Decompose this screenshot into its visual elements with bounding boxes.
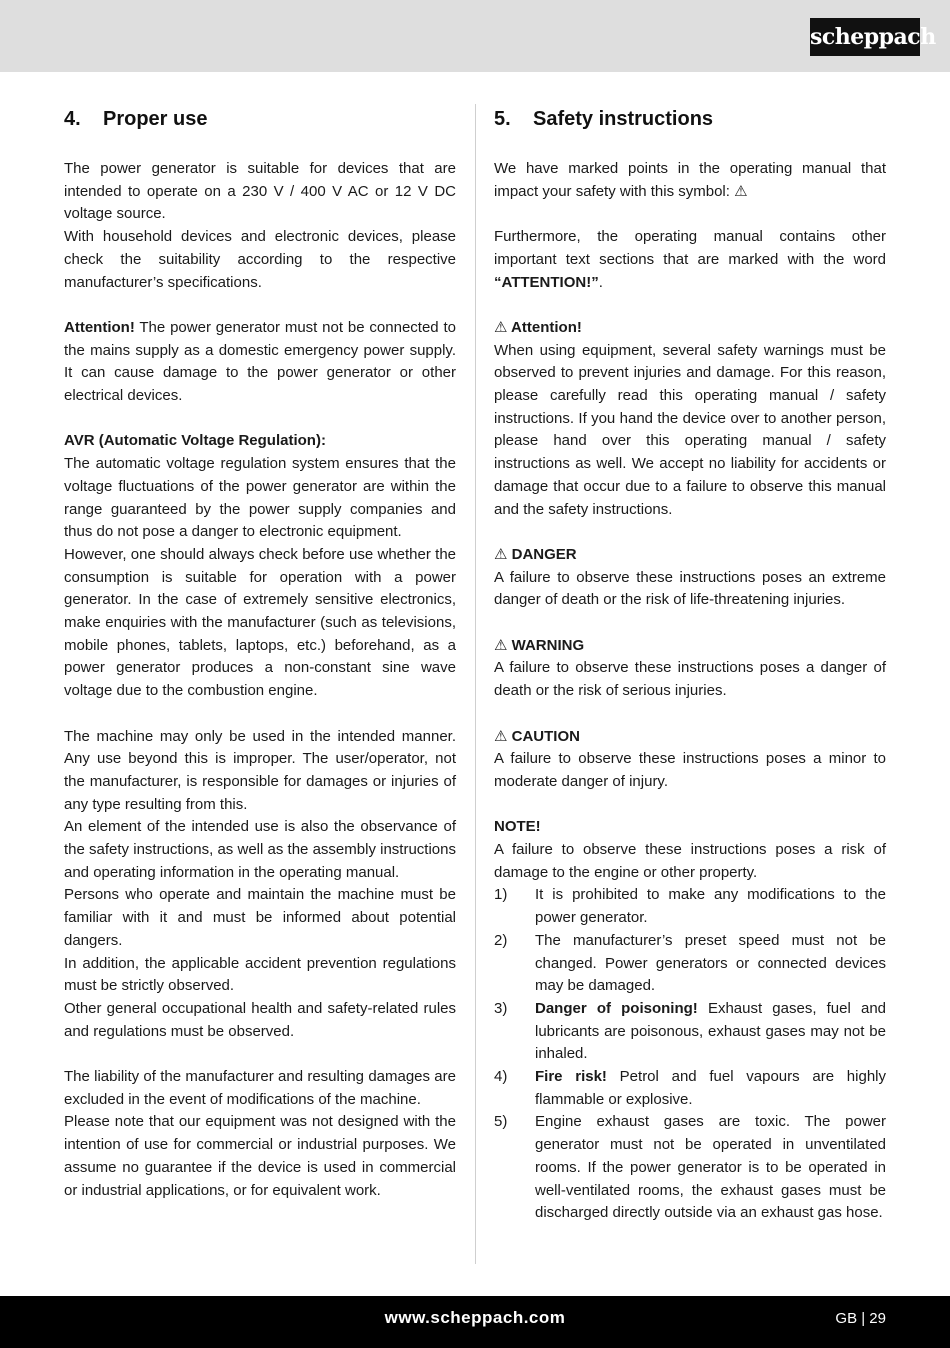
section-heading bbox=[494, 100, 886, 138]
list-text: The manufacturer’s preset speed must not be changed. Power generators or connected devices may be damaged. bbox=[535, 931, 886, 995]
attention-label: Attention! bbox=[64, 318, 135, 336]
section-number: 4. bbox=[64, 108, 81, 130]
paragraph: The machine may only be used in the intended manner. Any use beyond this is improper. The user/operator, not the manufacturer, is responsible for damages or injuries of any type resulting from this. bbox=[64, 727, 456, 813]
paragraph: An element of the intended use is also the observance of the safety instructions, as well as the assembly instructions and operating information in the operating manual. bbox=[64, 818, 456, 881]
section-proper-use bbox=[64, 100, 456, 1202]
paragraph: However, one should always check before use whether the consumption is suitable for operation with a power generator. In the case of extremely sensitive electronics, make enquiries with the manufacturer (such as televisions, mobile phones, tablets, laptops, etc.) beforehand, as a power generator produces a non-constant sine wave voltage due to the combustion engine. bbox=[64, 545, 456, 700]
caution-heading: ⚠ CAUTION bbox=[494, 727, 580, 745]
attention-word: “ATTENTION!” bbox=[494, 273, 599, 291]
note-heading: NOTE! bbox=[494, 818, 541, 836]
attention-text: The power generator must not be connected to the mains supply as a domestic emergency power supply. It can cause damage to the power generator or other electrical devices. bbox=[64, 318, 456, 405]
list-item bbox=[494, 1111, 886, 1225]
attention-paragraph bbox=[64, 317, 456, 408]
paragraph: We have marked points in the operating manual that impact your safety with this symbol: ⚠ bbox=[494, 160, 886, 200]
section-title: Safety instructions bbox=[533, 108, 714, 130]
page-number: GB | 29 bbox=[835, 1310, 886, 1327]
list-text: Engine exhaust gases are toxic. The power generator must not be operated in unventilated rooms. If the power generator is to be operated in well-ventilated rooms, the exhaust gases must be discharged directly outside via an exhaust gas hose. bbox=[535, 1113, 886, 1222]
numbered-list bbox=[494, 884, 886, 1225]
period: . bbox=[598, 273, 603, 291]
list-number: 3) bbox=[494, 999, 508, 1017]
paragraph: A failure to observe these instructions poses a minor to moderate danger of injury. bbox=[494, 750, 886, 790]
footer-bar bbox=[0, 1296, 950, 1348]
list-item bbox=[494, 998, 886, 1066]
paragraph: Other general occupational health and safety-related rules and regulations must be observed. bbox=[64, 999, 456, 1040]
list-bold: Fire risk! bbox=[535, 1068, 607, 1086]
paragraph: The power generator is suitable for devices that are intended to operate on a 230 V / 400 V AC or 12 V DC voltage source. bbox=[64, 160, 456, 223]
section-number: 5. bbox=[494, 108, 511, 130]
section-heading bbox=[64, 100, 456, 138]
paragraph: A failure to observe these instructions poses a danger of death or the risk of serious injuries. bbox=[494, 659, 886, 700]
paragraph: A failure to observe these instructions poses a risk of damage to the engine or other property. bbox=[494, 841, 886, 881]
list-text: Exhaust gases, fuel and lubricants are poisonous, exhaust gases may not be inhaled. bbox=[535, 999, 886, 1063]
list-text: Petrol and fuel vapours are highly flammable or explosive. bbox=[535, 1068, 886, 1108]
paragraph: With household devices and electronic devices, please check the suitability according to the respective manufacturer’s specifications. bbox=[64, 228, 456, 291]
list-number: 4) bbox=[494, 1068, 508, 1086]
column-divider bbox=[475, 104, 476, 1264]
list-text: It is prohibited to make any modifications to the power generator. bbox=[535, 886, 886, 927]
list-bold: Danger of poisoning! bbox=[535, 999, 698, 1017]
list-number: 5) bbox=[494, 1113, 508, 1131]
warning-heading: ⚠ WARNING bbox=[494, 636, 585, 654]
paragraph: Please note that our equipment was not designed with the intention of use for commercial or industrial purposes. We assume no guarantee if the device is used in commercial or industrial applications, or for equivalent work. bbox=[64, 1113, 456, 1199]
list-number: 2) bbox=[494, 931, 508, 949]
attention-heading: ⚠ Attention! bbox=[494, 318, 582, 336]
paragraph: The liability of the manufacturer and resulting damages are excluded in the event of modifications of the machine. bbox=[64, 1068, 456, 1108]
section-title: Proper use bbox=[103, 108, 208, 130]
danger-heading: ⚠ DANGER bbox=[494, 545, 577, 563]
list-item bbox=[494, 930, 886, 998]
paragraph: A failure to observe these instructions poses an extreme danger of death or the risk of life-threatening injuries. bbox=[494, 568, 886, 609]
paragraph: When using equipment, several safety warnings must be observed to prevent injuries and damage. For this reason, please carefully read this operating manual / safety instructions. If you hand the device over to another person, please hand over this operating manual / safety instructions as well. We accept no liability for accidents or damage that occur due to a failure to observe this manual and the safety instructions. bbox=[494, 341, 886, 518]
list-number: 1) bbox=[494, 886, 508, 904]
further-text: Furthermore, the operating manual contains other important text sections that are marked with the word bbox=[494, 228, 886, 268]
list-item bbox=[494, 884, 886, 929]
avr-heading: AVR (Automatic Voltage Regulation): bbox=[64, 432, 326, 450]
paragraph bbox=[494, 226, 886, 294]
paragraph: The automatic voltage regulation system ensures that the voltage fluctuations of the power generator are within the range guaranteed by the power supply companies and thus do not pose a danger to electronic equipment. bbox=[64, 455, 456, 541]
paragraph: In addition, the applicable accident prevention regulations must be strictly observed. bbox=[64, 954, 456, 995]
header-bar bbox=[0, 0, 950, 72]
brand-logo: scheppach bbox=[810, 18, 920, 56]
paragraph: Persons who operate and maintain the machine must be familiar with it and must be informed about potential dangers. bbox=[64, 886, 456, 949]
section-safety-instructions bbox=[494, 100, 886, 1225]
website-link[interactable]: www.scheppach.com bbox=[384, 1308, 566, 1327]
list-item bbox=[494, 1066, 886, 1111]
